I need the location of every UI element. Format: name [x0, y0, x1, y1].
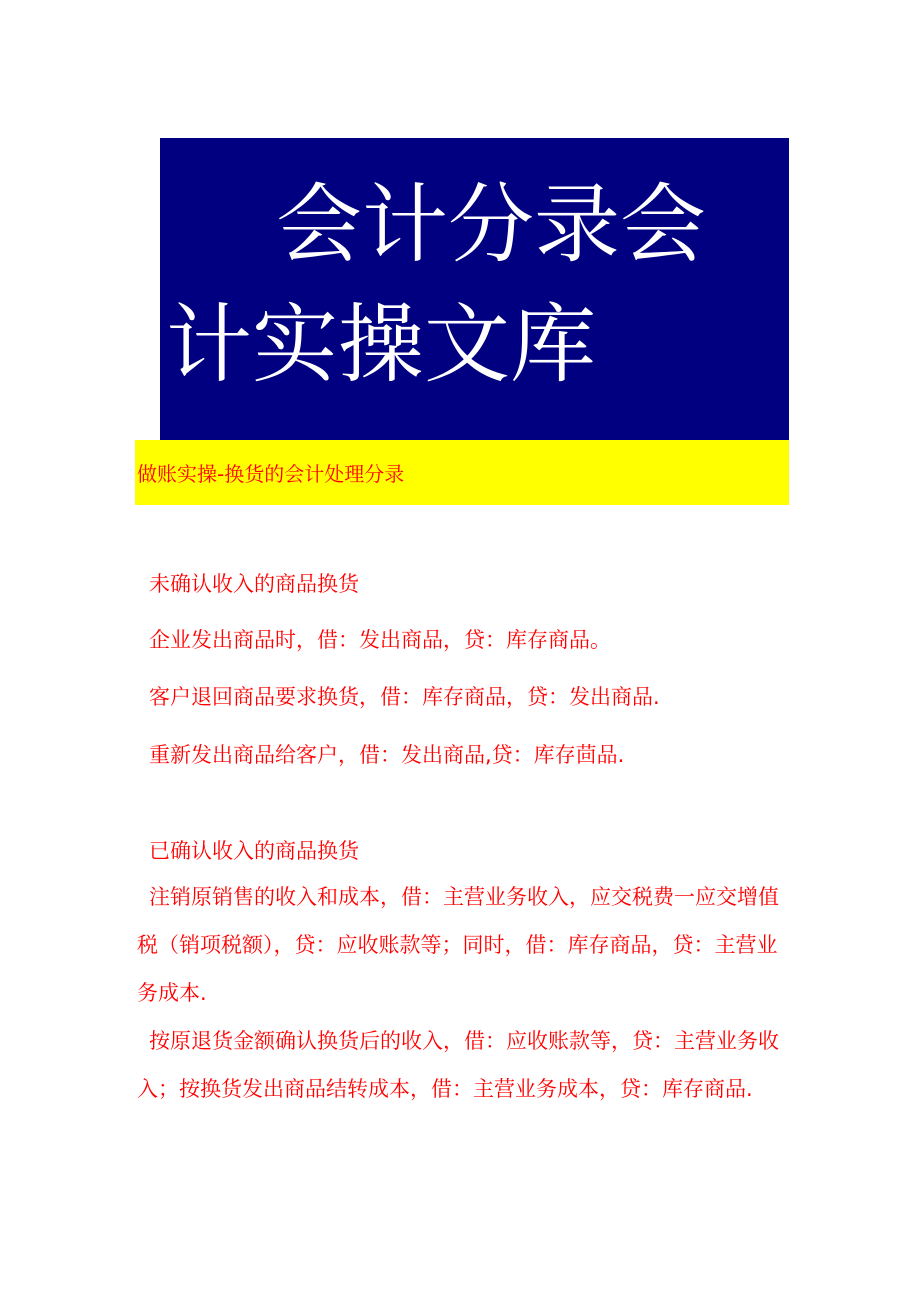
section1-heading: 未确认收入的商品换货 — [149, 572, 359, 596]
section2-paragraph-1: 注销原销售的收入和成本，借：主营业务收入，应交税费一应交增值税（销项税额），贷：应收账款等；同时，借：库存商品，贷：主营业务成本. — [137, 885, 779, 1005]
title-line-2: 计实操文库 — [166, 295, 596, 395]
section1-line-3: 重新发出商品给客户，借：发出商品,贷：库存茴品. — [149, 743, 625, 767]
section1-line-1: 企业发出商品时，借：发出商品，贷：库存商品。 — [149, 628, 611, 652]
section2-heading: 已确认收入的商品换货 — [149, 839, 359, 863]
subtitle-bar — [135, 440, 789, 505]
title-banner — [160, 138, 789, 440]
section1-line-2: 客户退回商品要求换货，借：库存商品，贷：发出商品. — [149, 685, 660, 709]
title-line-1: 会计分录会 — [276, 175, 706, 275]
section2-paragraph-2: 按原退货金额确认换货后的收入，借：应收账款等，贷：主营业务收入；按换货发出商品结转成本，借：主营业务成本，贷：库存商品. — [137, 1029, 779, 1101]
subtitle-text: 做账实操-换货的会计处理分录 — [137, 462, 405, 486]
